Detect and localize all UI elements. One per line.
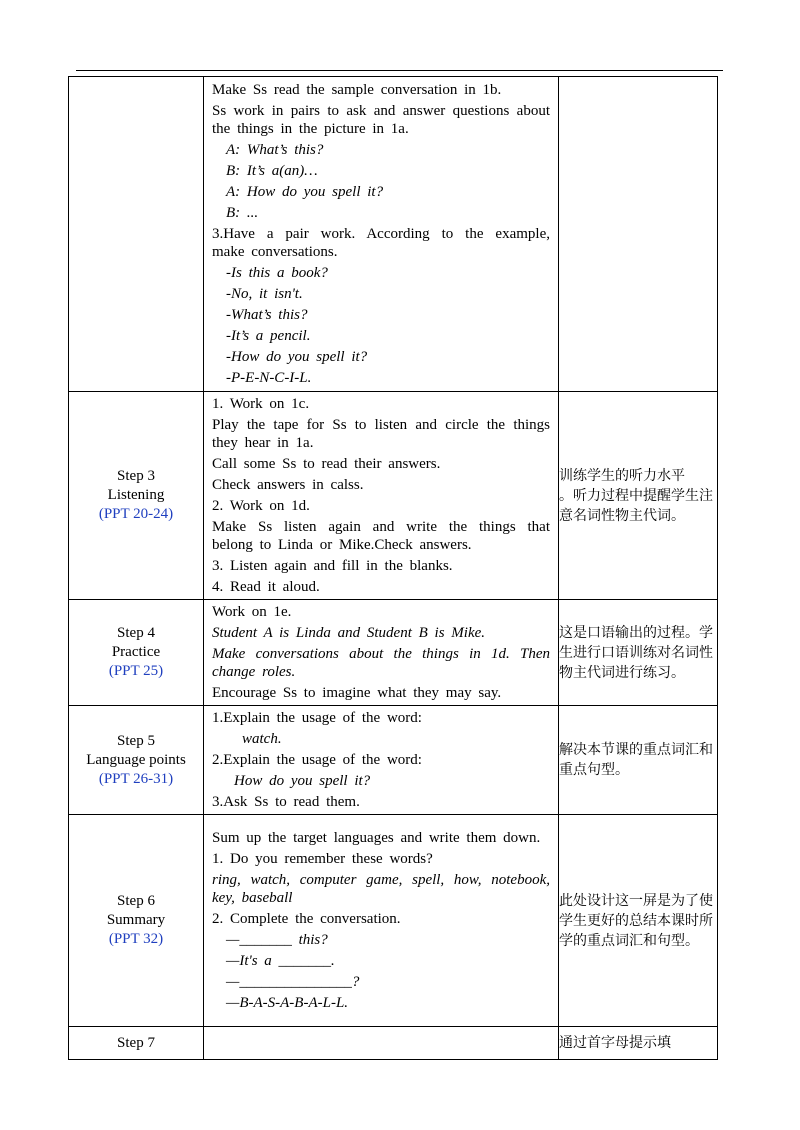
note-cell — [559, 706, 718, 815]
note-text: 通过首字母提示填 — [559, 1035, 671, 1051]
text-line: 3.Have a pair work. According to the example, make conversations. — [212, 225, 550, 260]
text-line: 2. Complete the conversation. — [212, 910, 401, 927]
content-cell — [204, 1027, 559, 1060]
text-line: watch. — [242, 730, 282, 747]
dialogue-line: -P-E-N-C-I-L. — [226, 369, 312, 386]
text-line: Encourage Ss to imagine what they may say. — [212, 684, 502, 701]
content-cell — [204, 815, 559, 1027]
text-line: 1. Work on 1c. — [212, 395, 310, 412]
dialogue-line: -What’s this? — [226, 306, 308, 323]
text-line: Work on 1e. — [212, 603, 292, 620]
text-line: 3.Ask Ss to read them. — [212, 793, 360, 810]
text-line: Play the tape for Ss to listen and circle the things they hear in 1a. — [212, 416, 550, 451]
dialogue-line: —_______ this? — [226, 931, 328, 948]
step-number: Step 7 — [117, 1034, 155, 1051]
table-row — [69, 600, 718, 706]
dialogue-line: -Is this a book? — [226, 264, 328, 281]
step-cell — [69, 392, 204, 600]
content-cell — [204, 706, 559, 815]
step-name: Listening — [107, 487, 165, 503]
text-line: Make Ss read the sample conversation in 1b. — [212, 81, 502, 98]
step-number: Step 6 — [117, 893, 155, 909]
text-line: Make Ss listen again and write the things that belong to Linda or Mike.Check answers. — [212, 518, 550, 553]
step-name: Practice — [111, 644, 161, 660]
dialogue-line: —_______________? — [226, 973, 360, 990]
text-line: Sum up the target languages and write them down. — [212, 829, 541, 846]
text-line: 1.Explain the usage of the word: — [212, 709, 422, 726]
ppt-range: (PPT 26-31) — [98, 770, 174, 787]
dialogue-line: A: How do you spell it? — [226, 183, 384, 200]
text-line: Check answers in calss. — [212, 476, 364, 493]
note-cell — [559, 77, 718, 392]
text-line: 2. Work on 1d. — [212, 497, 310, 514]
note-text: 这是口语输出的过程。学生进行口语训练对名词性物主代词进行练习。 — [559, 624, 713, 681]
ppt-range: (PPT 20-24) — [98, 506, 174, 522]
ppt-range: (PPT 25) — [108, 663, 164, 679]
step-name: Summary — [106, 912, 166, 928]
step-cell — [69, 77, 204, 392]
text-line: ring, watch, computer game, spell, how, notebook, key, baseball — [212, 871, 550, 906]
text-line: How do you spell it? — [234, 772, 371, 789]
note-text: 解决本节课的重点词汇和重点句型。 — [559, 742, 713, 778]
note-cell — [559, 1027, 718, 1060]
lesson-plan-table — [68, 76, 718, 1060]
text-line: Make conversations about the things in 1d. Then change roles. — [212, 645, 550, 680]
dialogue-line: —It's a _______. — [226, 952, 335, 969]
step-cell — [69, 706, 204, 815]
note-text: 训练学生的听力水平 — [559, 467, 685, 484]
dialogue-line: B: ... — [226, 204, 259, 221]
content-cell — [204, 392, 559, 600]
text-line: Call some Ss to read their answers. — [212, 455, 441, 472]
dialogue-line: -How do you spell it? — [226, 348, 368, 365]
step-number: Step 3 — [117, 468, 155, 484]
content-cell — [204, 600, 559, 706]
text-line: 4. Read it aloud. — [212, 578, 320, 595]
dialogue-line: -No, it isn't. — [226, 285, 303, 302]
step-cell — [69, 815, 204, 1027]
table-row — [69, 1027, 718, 1060]
step-cell — [69, 600, 204, 706]
dialogue-line: B: It’s a(an)… — [226, 162, 318, 179]
text-line: 1. Do you remember these words? — [212, 850, 433, 867]
step-name: Language points — [86, 751, 186, 768]
content-cell — [204, 77, 559, 392]
table-row — [69, 392, 718, 600]
dialogue-line: A: What’s this? — [226, 141, 324, 158]
step-number: Step 5 — [117, 732, 155, 749]
text-line: Ss work in pairs to ask and answer questions about the things in the picture in 1a. — [212, 102, 550, 137]
step-cell — [69, 1027, 204, 1060]
note-cell — [559, 392, 718, 600]
note-cell — [559, 600, 718, 706]
table-row — [69, 706, 718, 815]
dialogue-line: -It’s a pencil. — [226, 327, 311, 344]
step-number: Step 4 — [117, 625, 155, 641]
dialogue-line: —B-A-S-A-B-A-L-L. — [226, 994, 349, 1011]
text-line: Student A is Linda and Student B is Mike. — [212, 624, 486, 641]
note-cell — [559, 815, 718, 1027]
table-row — [69, 815, 718, 1027]
text-line: 3. Listen again and fill in the blanks. — [212, 557, 453, 574]
header-rule — [76, 70, 723, 71]
table-row — [69, 77, 718, 392]
ppt-range: (PPT 32) — [108, 931, 164, 947]
note-text: 此处设计这一屏是为了使学生更好的总结本课时所学的重点词汇和句型。 — [559, 892, 713, 949]
note-text: 。听力过程中提醒学生注意名词性物主代词。 — [559, 487, 713, 524]
text-line: 2.Explain the usage of the word: — [212, 751, 422, 768]
